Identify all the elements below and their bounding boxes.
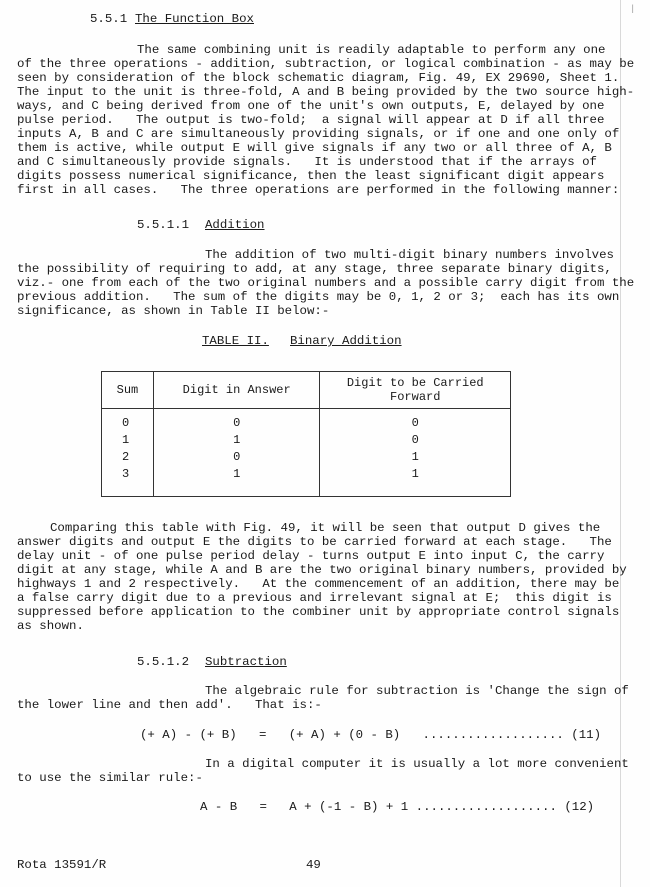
corner-mark: | <box>630 4 636 14</box>
cell: 0 <box>320 409 511 433</box>
addition-line: The addition of two multi-digit binary numbers involves <box>205 248 614 262</box>
table-header-row <box>102 372 511 409</box>
comparison-line: delay unit - of one pulse period delay - turns output E into input C, the carry <box>17 549 605 563</box>
cell: 1 <box>153 466 320 497</box>
subtraction-line: the lower line and then add'. That is:- <box>17 698 322 712</box>
col-header-digit-in-answer: Digit in Answer <box>153 372 320 409</box>
intro-line: inputs A, B and C are simultaneously providing signals, or if one and one only of <box>17 127 620 141</box>
document-reference: Rota 13591/R <box>17 858 107 872</box>
comparison-line: highways 1 and 2 respectively. At the commencement of an addition, there may be <box>17 577 620 591</box>
section-number: 5.5.1 <box>90 12 128 26</box>
addition-line: viz.- one from each of the two original numbers and a possible carry digit from the <box>17 276 635 290</box>
intro-line: first in all cases. The three operations are performed in the following manner: <box>17 183 620 197</box>
col-header-sum: Sum <box>102 372 154 409</box>
cell: 1 <box>102 432 154 449</box>
cell: 0 <box>153 449 320 466</box>
subsection-title: Subtraction <box>205 655 287 669</box>
intro-line: pulse period. The output is two-fold; a signal will appear at D if all three <box>17 113 605 127</box>
table-title: Binary Addition <box>290 334 402 348</box>
table-row <box>102 449 511 466</box>
intro-line: digits possess numerical significance, then the least significant digit appears <box>17 169 605 183</box>
col-header-line: Digit to be Carried <box>346 376 484 390</box>
intro-line: and C simultaneously provide signals. It is understood that if the arrays of <box>17 155 597 169</box>
table-row <box>102 432 511 449</box>
addition-line: the possibility of requiring to add, at any stage, three separate binary digits, <box>17 262 612 276</box>
subtraction-line: The algebraic rule for subtraction is 'Change the sign of <box>205 684 629 698</box>
comparison-line: Comparing this table with Fig. 49, it will be seen that output D gives the <box>50 521 601 535</box>
subtraction-line: In a digital computer it is usually a lot more convenient <box>205 757 629 771</box>
table-label: TABLE II. <box>202 334 269 348</box>
cell: 1 <box>320 449 511 466</box>
intro-line: The input to the unit is three-fold, A and B being provided by the two source high- <box>17 85 635 99</box>
cell: 0 <box>153 409 320 433</box>
subtraction-line: to use the similar rule:- <box>17 771 203 785</box>
table-row <box>102 409 511 433</box>
equation-12: A - B = A + (-1 - B) + 1 ................... (12) <box>200 800 595 814</box>
subsection-number: 5.5.1.1 <box>137 218 190 232</box>
equation-11: (+ A) - (+ B) = (+ A) + (0 - B) ................... (11) <box>140 728 602 742</box>
page-number: 49 <box>306 858 321 872</box>
cell: 2 <box>102 449 154 466</box>
binary-addition-table <box>101 371 511 497</box>
addition-line: significance, as shown in Table II below:- <box>17 304 330 318</box>
intro-line: them is active, while output E will give signals if any two or all three of A, B <box>17 141 612 155</box>
intro-line: The same combining unit is readily adaptable to perform any one <box>137 43 606 57</box>
intro-line: ways, and C being derived from one of the unit's own outputs, E, delayed by one <box>17 99 605 113</box>
comparison-line: digit at any stage, while A and B are the two original binary numbers, provided by <box>17 563 627 577</box>
comparison-line: as shown. <box>17 619 84 633</box>
intro-line: of the three operations - addition, subtraction, or logical combination - as may be <box>17 57 635 71</box>
addition-line: previous addition. The sum of the digits may be 0, 1, 2 or 3; each has its own <box>17 290 620 304</box>
cell: 0 <box>102 409 154 433</box>
table-row <box>102 466 511 497</box>
col-header-line: Forward <box>390 390 441 404</box>
comparison-line: a false carry digit due to a previous and irrelevant signal at E; this digit is <box>17 591 612 605</box>
page-edge <box>620 0 621 887</box>
subsection-title: Addition <box>205 218 265 232</box>
cell: 0 <box>320 432 511 449</box>
cell: 3 <box>102 466 154 497</box>
col-header-digit-carried <box>320 372 511 409</box>
cell: 1 <box>153 432 320 449</box>
comparison-line: answer digits and output E the digits to be carried forward at each stage. The <box>17 535 612 549</box>
cell: 1 <box>320 466 511 497</box>
intro-line: seen by consideration of the block schematic diagram, Fig. 49, EX 29690, Sheet 1. <box>17 71 620 85</box>
comparison-line: suppressed before application to the combiner unit by appropriate control signals <box>17 605 620 619</box>
subsection-number: 5.5.1.2 <box>137 655 190 669</box>
section-title: The Function Box <box>135 12 254 26</box>
